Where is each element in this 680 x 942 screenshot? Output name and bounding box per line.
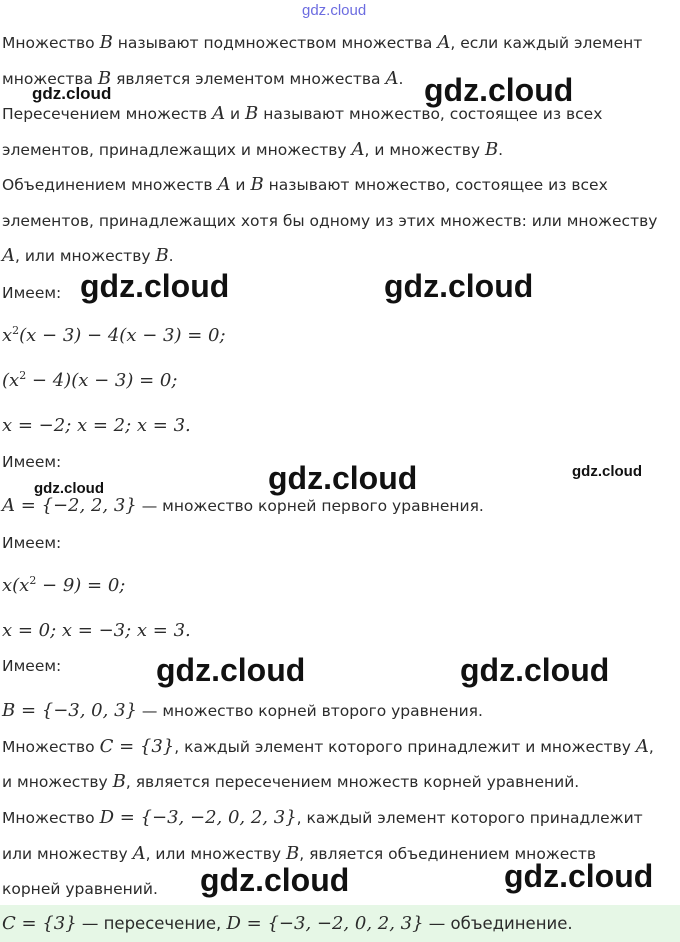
definition-intersection-line1: Пересечением множеств A и B называют множество, состоящее из всех <box>2 103 603 124</box>
set-c-line1: Множество C = {3}, каждый элемент которого принадлежит и множеству A, <box>2 736 654 757</box>
watermark: gdz.cloud <box>32 84 112 103</box>
set-b-line: B = {−3, 0, 3} — множество корней второго уравнения. <box>2 700 483 721</box>
equation-3: x = −2; x = 2; x = 3. <box>2 415 191 436</box>
definition-subset-line2: множества B является элементом множества A. <box>2 68 404 89</box>
answer-line: C = {3} — пересечение, D = {−3, −2, 0, 2, 3} — объединение. <box>2 913 573 934</box>
watermark: gdz.cloud <box>268 460 418 496</box>
set-c-line2: и множеству B, является пересечением множеств корней уравнений. <box>2 771 580 792</box>
have-label: Имеем: <box>2 284 62 302</box>
watermark-top: gdz.cloud <box>302 2 367 19</box>
watermark: gdz.cloud <box>572 463 642 480</box>
equation-2: $(x^2 - 4)(x - 3) = 0$; <box>2 369 178 391</box>
definition-subset-line1: Множество B называют подмножеством множества A, если каждый элемент <box>2 32 643 53</box>
definition-union-line2: элементов, принадлежащих хотя бы одному из этих множеств: или множеству <box>2 212 658 230</box>
watermark: gdz.cloud <box>80 268 230 304</box>
have-label: Имеем: <box>2 534 62 552</box>
set-a-line: A = {−2, 2, 3} — множество корней первого уравнения. <box>2 495 484 516</box>
have-label: Имеем: <box>2 657 62 675</box>
watermark: gdz.cloud <box>384 268 534 304</box>
set-d-line2: или множеству A, или множеству B, является объединением множеств <box>2 843 596 864</box>
set-d-line3: корней уравнений. <box>2 880 158 898</box>
definition-intersection-line2: элементов, принадлежащих и множеству A, и множеству B. <box>2 139 504 160</box>
definition-union-line1: Объединением множеств A и B называют множество, состоящее из всех <box>2 174 608 195</box>
set-d-line1: Множество D = {−3, −2, 0, 2, 3}, каждый элемент которого принадлежит <box>2 807 643 828</box>
equation-4: $x(x^2 - 9) = 0$; <box>2 574 126 596</box>
watermark: gdz.cloud <box>200 862 350 898</box>
equation-5: x = 0; x = −3; x = 3. <box>2 620 191 641</box>
watermark: gdz.cloud <box>504 858 654 894</box>
watermark: gdz.cloud <box>34 480 104 497</box>
watermark: gdz.cloud <box>460 652 610 688</box>
watermark: gdz.cloud <box>424 72 574 108</box>
equation-1: $x^2(x - 3) - 4(x - 3) = 0$; <box>2 324 226 346</box>
answer-box <box>0 905 680 942</box>
have-label: Имеем: <box>2 453 62 471</box>
definition-union-line3: A, или множеству B. <box>2 245 174 266</box>
watermark: gdz.cloud <box>156 652 306 688</box>
